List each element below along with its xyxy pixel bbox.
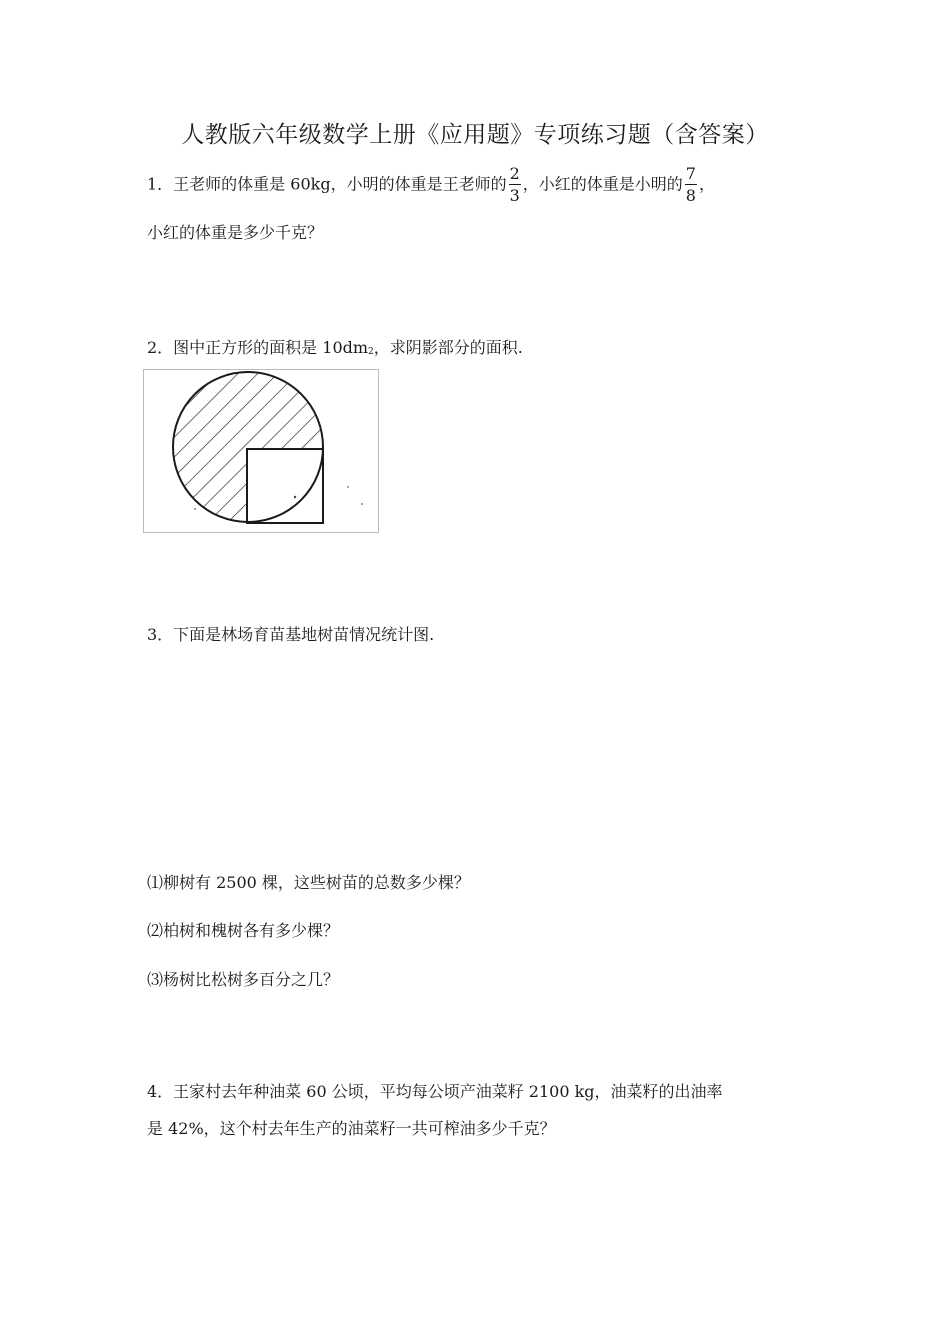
question-2-text-a: 2．图中正方形的面积是 10dm [147,338,369,357]
fraction-numerator: 2 [509,164,520,183]
question-3-sub-1: ⑴柳树有 2500 棵，这些树苗的总数多少棵？ [147,873,470,892]
question-3-sub-2: ⑵柏树和槐树各有多少棵？ [147,921,340,940]
question-1-text-b: ，小红的体重是小明的 [522,174,683,194]
fraction-denominator: 3 [509,186,520,205]
question-2-text-b: ，求阴影部分的面积. [373,338,523,357]
circle-square-shaded-figure [143,369,379,533]
speck [347,486,349,488]
question-1-line-1 [147,166,715,204]
question-1-line-2: 小红的体重是多少千克？ [147,223,324,242]
question-3-sub-3: ⑶杨树比松树多百分之几？ [147,970,340,989]
fraction-denominator: 8 [685,186,696,205]
page-title: 人教版六年级数学上册《应用题》专项练习题（含答案） [181,122,769,148]
question-1-text-c: ， [698,174,715,194]
fraction-two-thirds [509,166,521,204]
speck [361,503,363,505]
question-4-line-1: 4．王家村去年种油菜 60 公顷，平均每公顷产油菜籽 2100 kg，油菜籽的出油率 [147,1082,723,1101]
unit-superscript: 2 [368,347,374,357]
question-3-text: 3．下面是林场育苗基地树苗情况统计图. [147,625,435,644]
fraction-seven-eighths [685,166,697,204]
question-4-line-2: 是 42%，这个村去年生产的油菜籽一共可榨油多少千克？ [147,1119,556,1138]
speck [294,496,296,498]
speck [194,508,196,510]
fraction-numerator: 7 [685,164,696,183]
question-2-text [147,335,523,358]
question-1-text-a: 1．王老师的体重是 60kg，小明的体重是王老师的 [147,174,507,194]
